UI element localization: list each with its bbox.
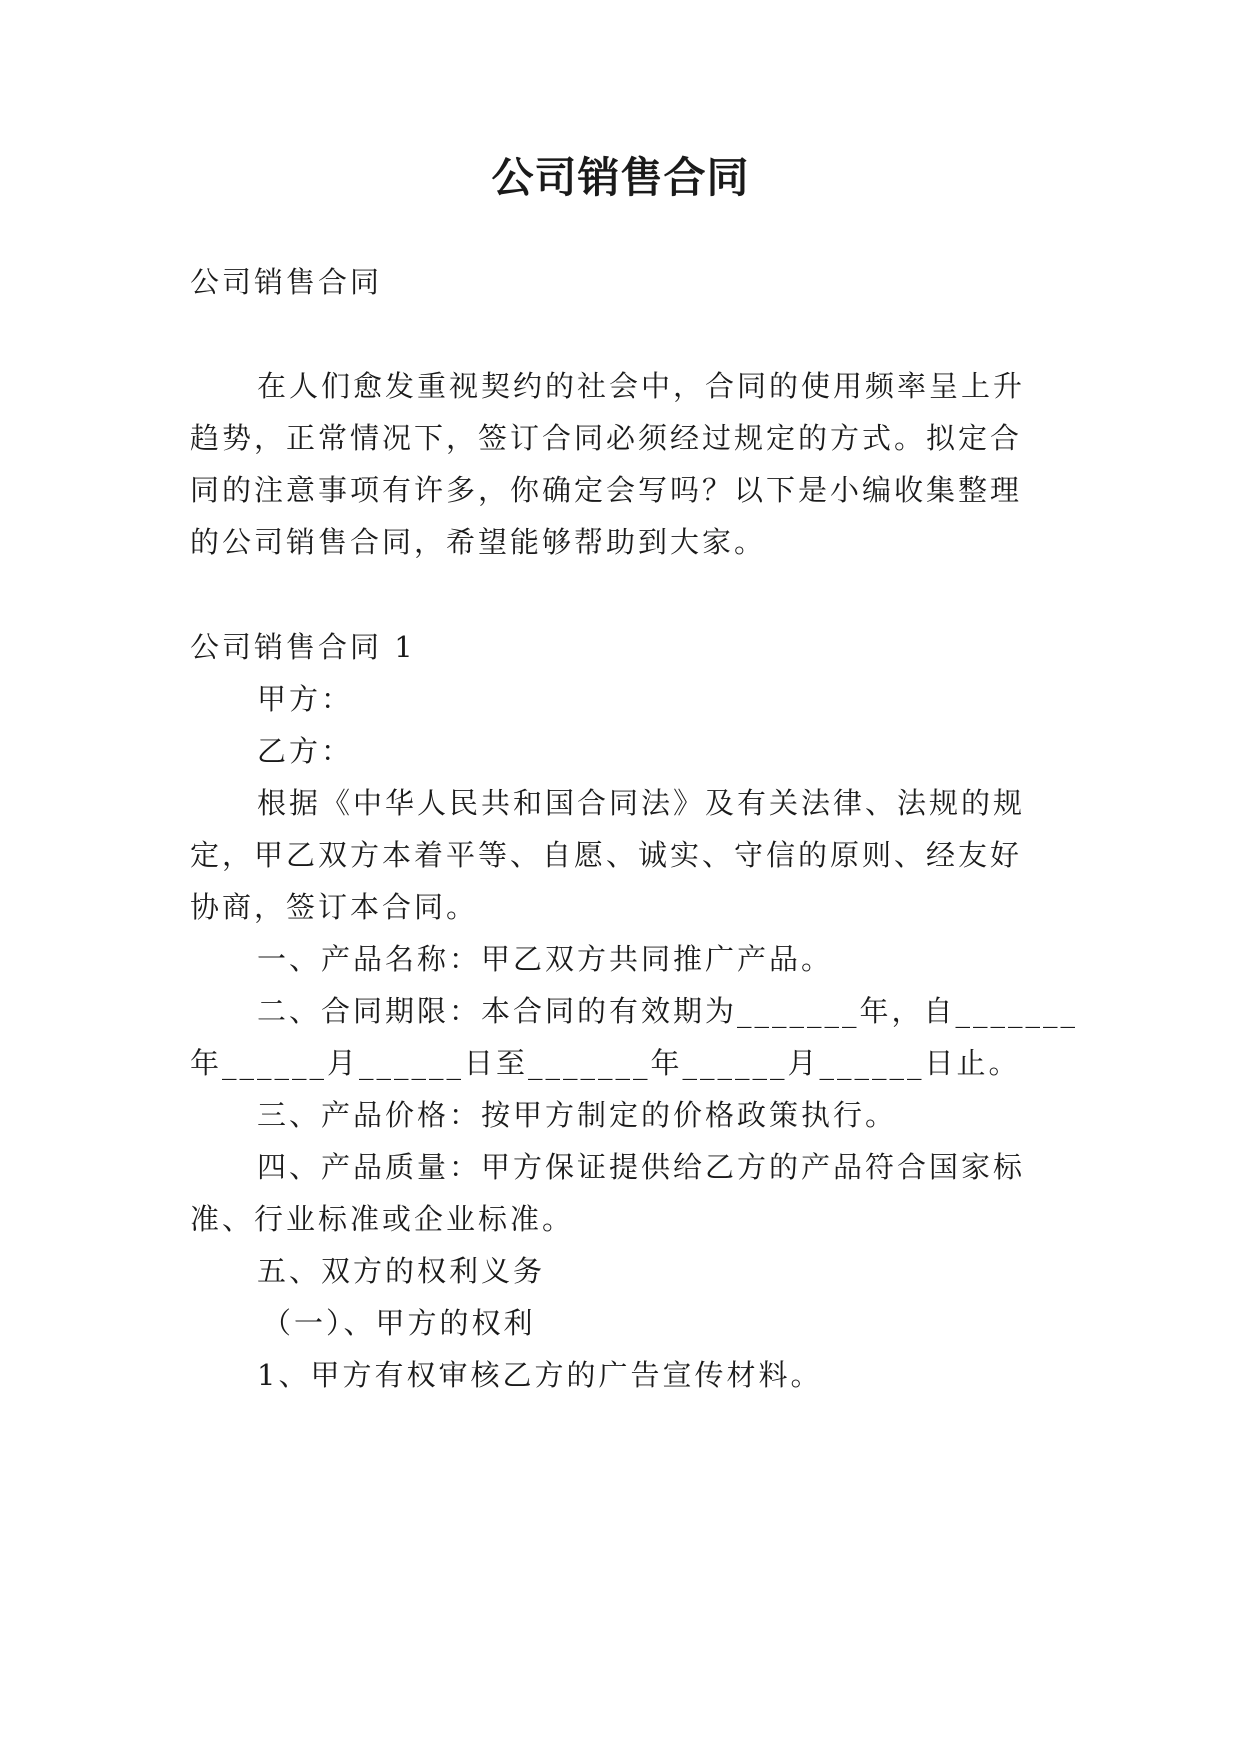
clause-1: 一、产品名称：甲乙双方共同推广产品。	[257, 942, 834, 976]
clause-4-line-1: 四、产品质量：甲方保证提供给乙方的产品符合国家标	[257, 1150, 1026, 1184]
party-a-label: 甲方：	[257, 682, 354, 716]
clause-2-line-2: 年______月______日至_______年______月______日止。	[190, 1046, 1021, 1080]
clause-4-line-2: 准、行业标准或企业标准。	[190, 1202, 575, 1236]
document-subtitle: 公司销售合同	[190, 265, 383, 299]
basis-line-1: 根据《中华人民共和国合同法》及有关法律、法规的规	[257, 786, 1026, 820]
clause-3: 三、产品价格：按甲方制定的价格政策执行。	[257, 1098, 898, 1132]
basis-line-3: 协商，签订本合同。	[190, 890, 479, 924]
section-title: 公司销售合同 1	[190, 630, 416, 664]
party-b-label: 乙方：	[257, 734, 354, 768]
clause-5: 五、双方的权利义务	[257, 1254, 546, 1288]
intro-line-3: 同的注意事项有许多，你确定会写吗？以下是小编收集整理	[190, 473, 1023, 507]
sub-clause-1: （一）、甲方的权利	[262, 1306, 536, 1340]
intro-line-2: 趋势，正常情况下，签订合同必须经过规定的方式。拟定合	[190, 421, 1023, 455]
intro-line-1: 在人们愈发重视契约的社会中，合同的使用频率呈上升	[257, 369, 1026, 403]
basis-line-2: 定，甲乙双方本着平等、自愿、诚实、守信的原则、经友好	[190, 838, 1023, 872]
intro-line-4: 的公司销售合同，希望能够帮助到大家。	[190, 525, 767, 559]
item-1: 1、甲方有权审核乙方的广告宣传材料。	[257, 1358, 823, 1392]
clause-2-line-1: 二、合同期限：本合同的有效期为_______年，自_______	[257, 994, 1079, 1028]
document-title: 公司销售合同	[491, 153, 750, 202]
